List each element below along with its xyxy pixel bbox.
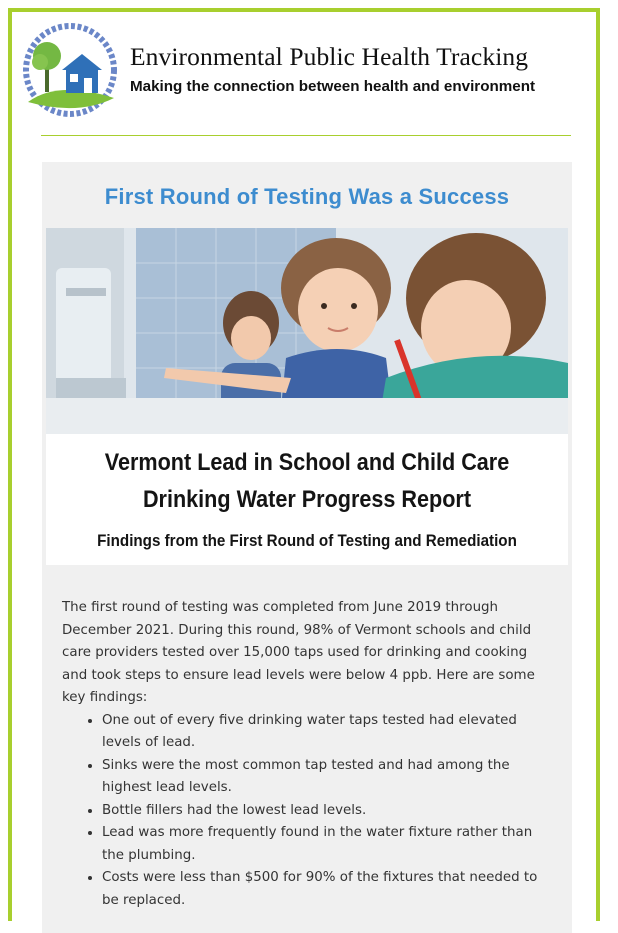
finding-item: • Lead was more frequently found in the water fixture rather than the plumbing. [102,822,554,867]
newsletter-frame [8,8,600,921]
report-cover-image [46,228,568,565]
report-title-line-2: Drinking Water Progress Report [142,486,472,513]
finding-item: • Sinks were the most common tap tested and had among the highest lead levels. [102,755,554,800]
divider [41,135,571,136]
report-title-panel [46,434,568,565]
finding-item: • Bottle fillers had the lowest lead levels. [102,800,554,823]
finding-item: • One out of every five drinking water taps tested had elevated levels of lead. [102,710,554,755]
tracking-logo-icon [18,20,122,124]
section-heading: First Round of Testing Was a Success [104,184,510,209]
report-subtitle: Findings from the First Round of Testing and Remediation [97,532,517,550]
report-title [72,444,542,518]
intro-paragraph: The first round of testing was completed from June 2019 through December 2021. During this round, 98% of Vermont schools and child care providers tested over 15,000 taps used for drinking and cooking and took steps to ensure lead levels were below 4 ppb. Here are some key findings: [62,600,535,705]
findings-list [62,710,554,913]
report-title-line-1: Vermont Lead in School and Child Care [104,449,510,476]
brand-title: Environmental Public Health Tracking [130,42,529,71]
header [18,20,600,125]
content-card [42,162,572,933]
brand-tagline: Making the connection between health and environment [130,78,536,95]
finding-item: • Costs were less than $500 for 90% of the fixtures that needed to be replaced. [102,867,554,912]
report-summary [62,597,554,912]
